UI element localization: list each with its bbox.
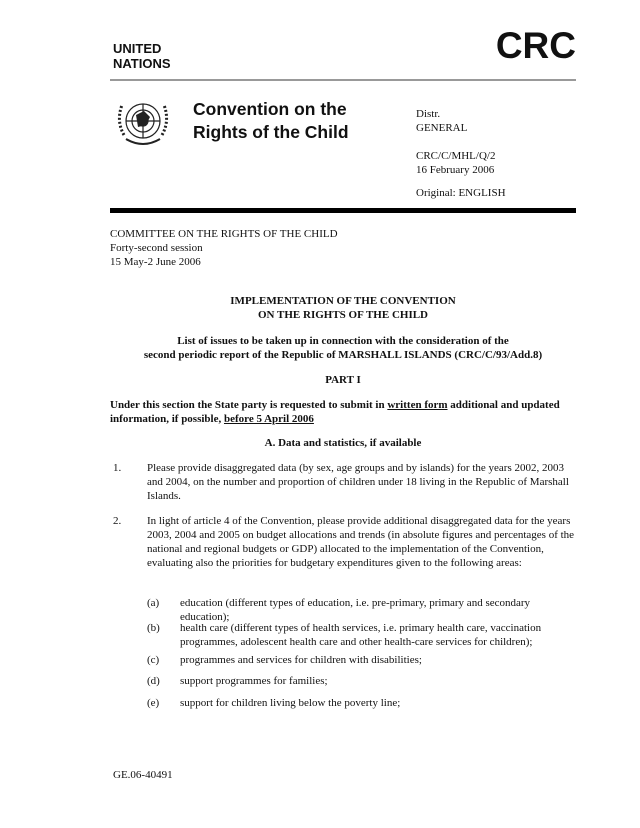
item-number: 1.	[113, 462, 122, 474]
heading-line1: IMPLEMENTATION OF THE CONVENTION	[230, 295, 456, 307]
sub-item-text: health care (different types of health services, i.e. primary health care, vaccination programmes, adolescent health care and other health-care services for children);	[180, 622, 542, 648]
org-line2: NATIONS	[113, 56, 171, 71]
subheading-line2: second periodic report of the Republic of MARSHALL ISLANDS (CRC/C/93/Add.8)	[143, 349, 543, 361]
title-line1: Convention on the	[193, 99, 347, 119]
section-heading: A. Data and statistics, if available	[264, 437, 422, 449]
divider-thin	[110, 79, 576, 81]
doc-date: 16 February 2006	[416, 164, 495, 176]
sub-item	[147, 674, 576, 688]
instruction-deadline: before 5 April 2006	[223, 413, 314, 425]
sub-item	[147, 621, 576, 649]
heading	[110, 294, 576, 322]
distribution: GENERAL	[416, 122, 468, 134]
divider-thick	[110, 208, 576, 213]
org-line1: UNITED	[113, 41, 162, 56]
heading-line2: ON THE RIGHTS OF THE CHILD	[257, 309, 429, 321]
committee-name: COMMITTEE ON THE RIGHTS OF THE CHILD	[110, 228, 338, 240]
instruction-text: Under this section the State party is requested to submit in	[110, 399, 388, 411]
subheading	[110, 334, 576, 362]
subheading-line1: List of issues to be taken up in connection with the consideration of the	[177, 335, 509, 347]
instruction-emphasis: written form	[387, 399, 448, 411]
sub-item-label: (c)	[147, 654, 160, 666]
sub-item	[147, 696, 576, 710]
title-line2: Rights of the Child	[193, 122, 349, 142]
sub-item-text: support for children living below the poverty line;	[180, 697, 401, 709]
item-text: In light of article 4 of the Convention, please provide additional disaggregated data for the years 2003, 2004 and 2005 on budget allocations and trends (in absolute figures and percentages of the national and regional budgets or GDP) allocated to the implementation of the Convention, evaluating also the priorities for budgetary expenditures given to the following areas:	[147, 515, 575, 569]
sub-item-label: (d)	[147, 675, 160, 687]
doc-series-symbol: CRC	[495, 25, 576, 66]
instruction-text: additional and updated information, if possible,	[110, 399, 560, 425]
sub-item-label: (b)	[147, 622, 160, 634]
sub-item-text: education (different types of education, i.e. pre-primary, primary and secondary education);	[180, 597, 531, 623]
sub-item-text: support programmes for families;	[180, 675, 328, 687]
document-title	[193, 98, 349, 144]
part-title: PART I	[325, 374, 361, 386]
distr-label: Distr.	[416, 108, 441, 120]
list-item	[113, 461, 576, 503]
un-emblem-icon	[112, 95, 174, 151]
instruction	[110, 398, 576, 426]
sub-item	[147, 596, 576, 624]
sub-item-label: (e)	[147, 697, 160, 709]
sub-item	[147, 653, 576, 667]
doc-symbol: CRC/C/MHL/Q/2	[416, 150, 496, 162]
org-name	[113, 41, 171, 71]
item-text: Please provide disaggregated data (by sex, age groups and by islands) for the years 2002, 2003 and 2004, on the number and proportion of children under 18 living in the Republic of Marshall Islands.	[147, 462, 569, 502]
sub-item-text: programmes and services for children with disabilities;	[180, 654, 422, 666]
list-item	[113, 514, 576, 570]
sub-item-label: (a)	[147, 597, 160, 609]
committee-block	[110, 227, 338, 269]
item-number: 2.	[113, 515, 122, 527]
distribution-block	[416, 107, 506, 200]
footer-job-number: GE.06-40491	[113, 769, 173, 781]
original-language: Original: ENGLISH	[416, 187, 506, 199]
session: Forty-second session	[110, 242, 203, 254]
session-dates: 15 May-2 June 2006	[110, 256, 201, 268]
